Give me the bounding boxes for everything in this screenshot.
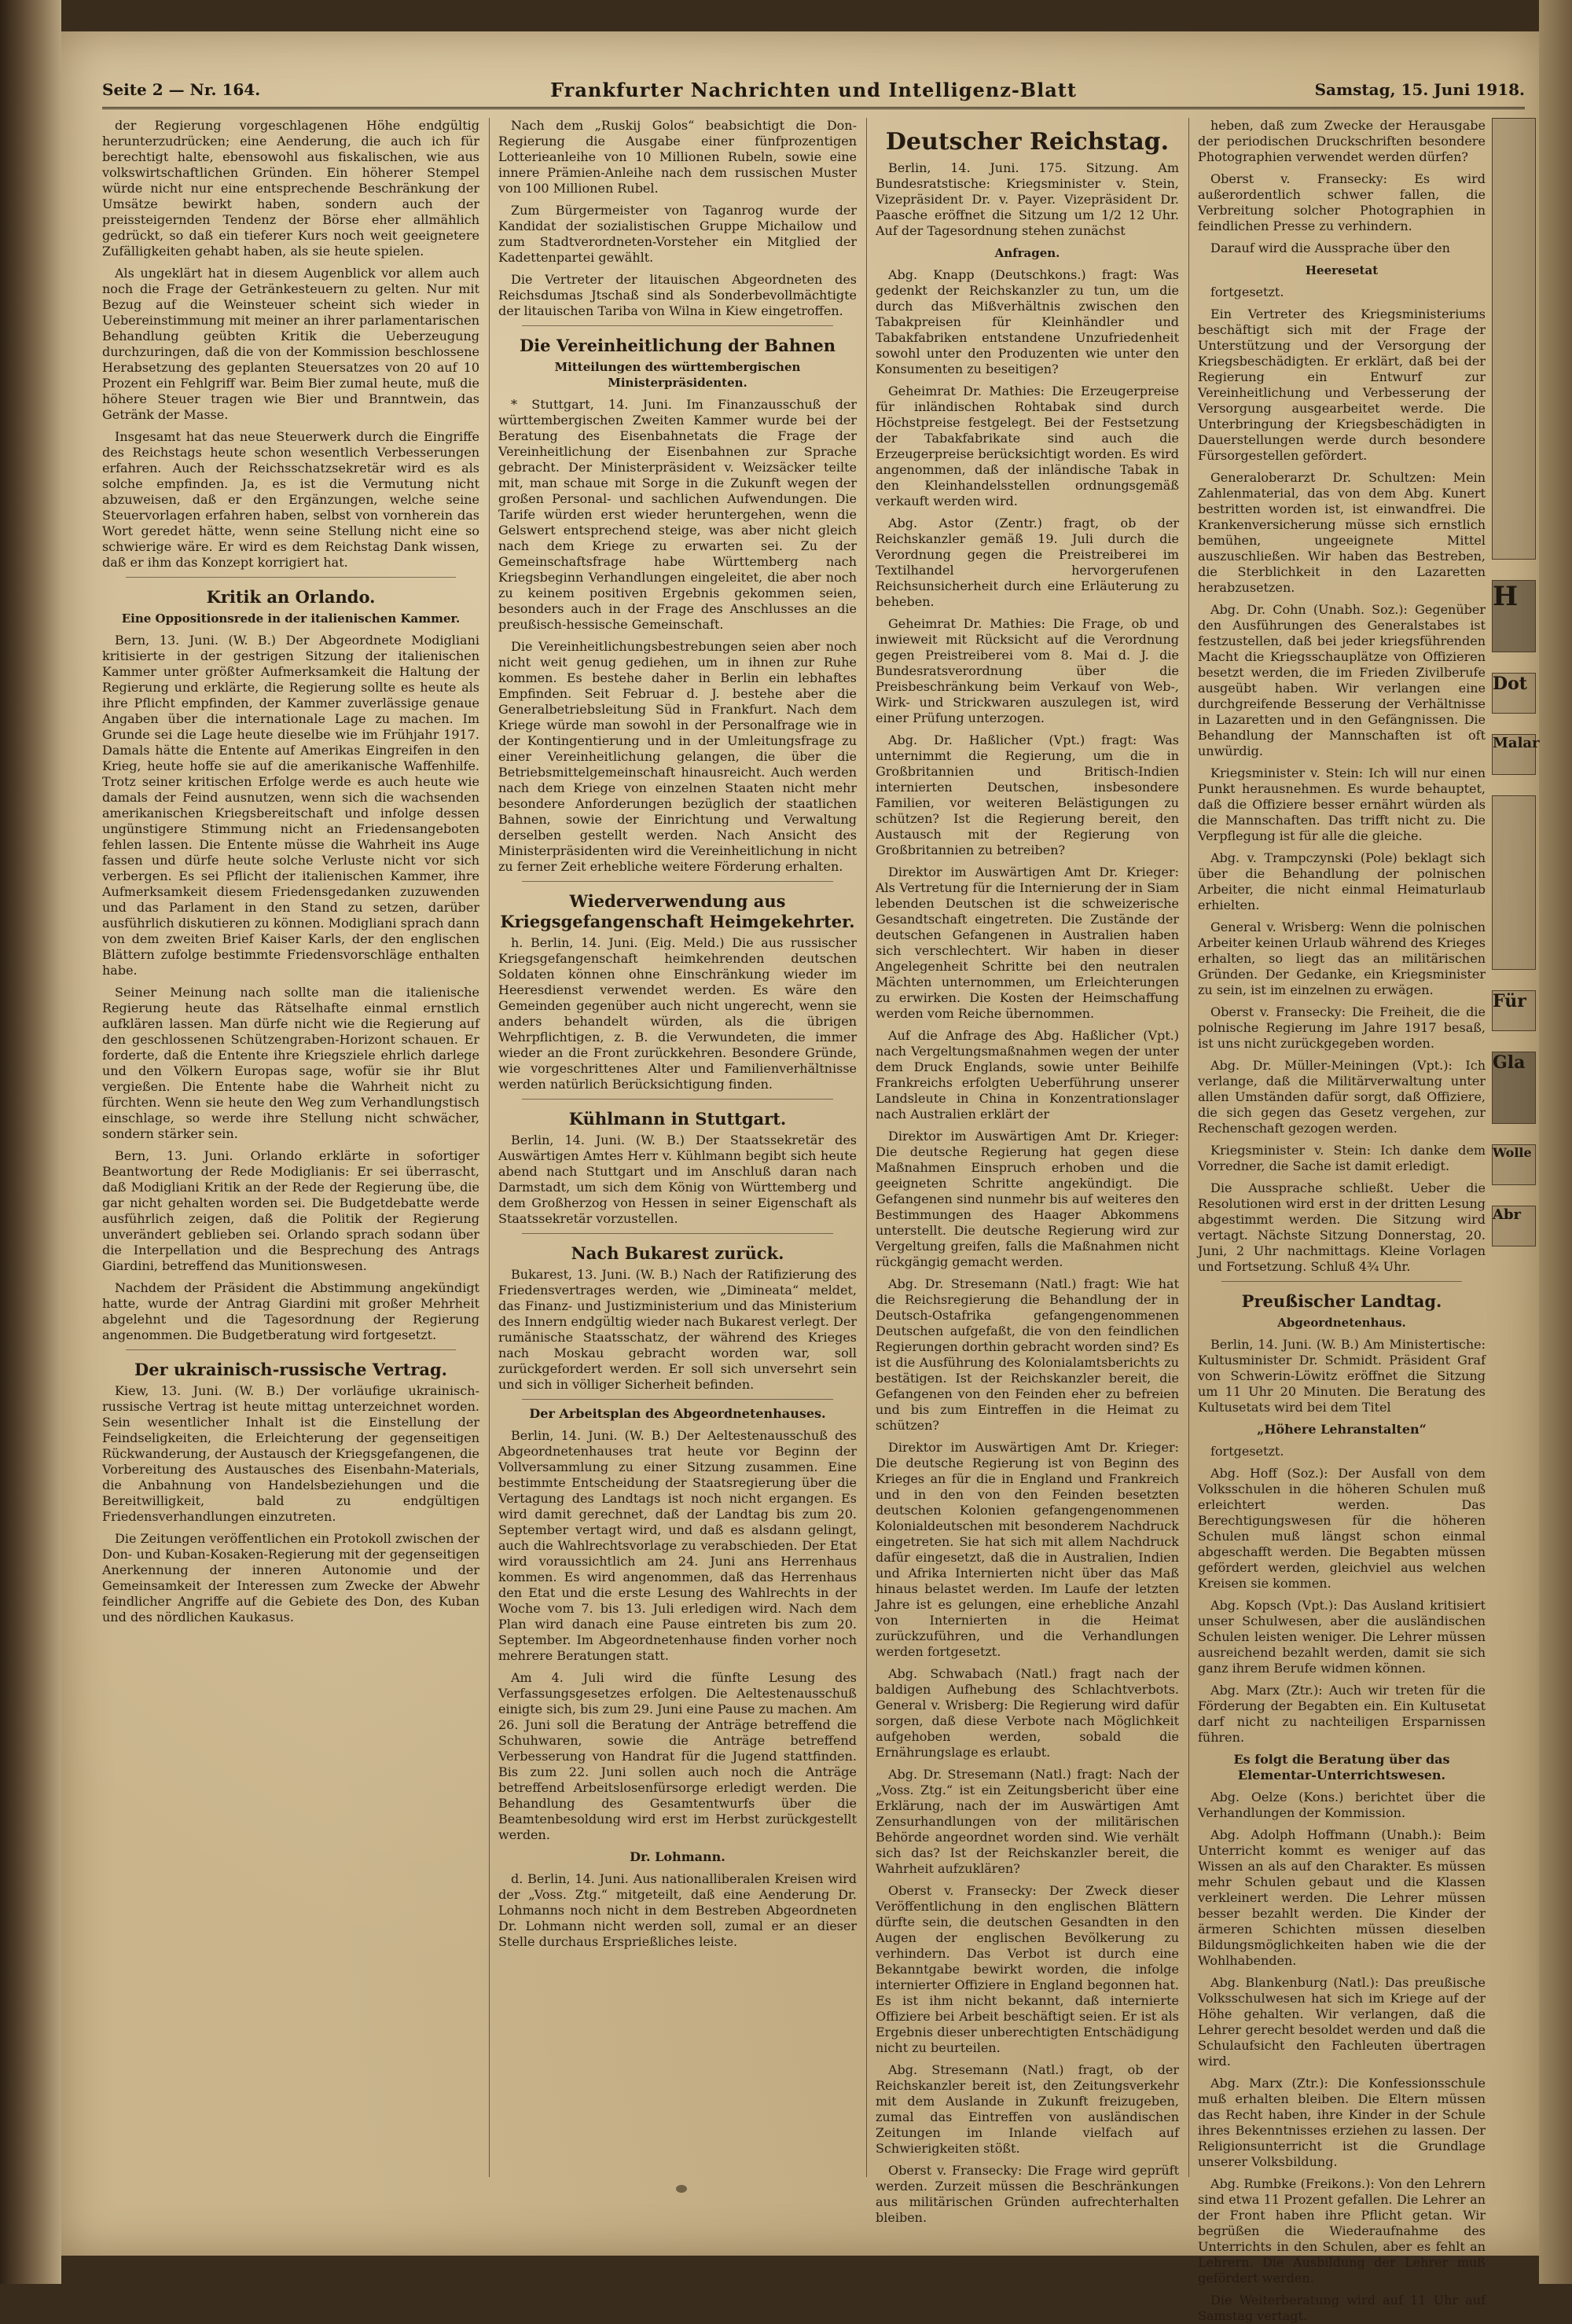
subheadline: Abgeordnetenhaus.	[1277, 1316, 1406, 1330]
paragraph: Oberst v. Fransecky: Es wird außerordentlich schwer fallen, die Verbreitung solcher Photographien in feindlichen Presse zu verhindern.	[1198, 171, 1486, 233]
paragraph: Abg. Dr. Haßlicher (Vpt.) fragt: Was unternimmt die Regierung, um die in Großbritannien und Britisch-Indien internierten Deutschen, insbesondere Familien, vor weiteren Belästigungen zu schützen? Ist die Regierung bereit, den Austausch mit der Regierung von Großbritannien zu betreiben?	[876, 732, 1179, 857]
column-3	[876, 118, 1179, 2225]
paragraph: Die Vertreter der litauischen Abgeordneten des Reichsdumas Jtschaß sind als Sonderbevollmächtigte der litauischen Tariba von Wilna in Kiew eingetroffen.	[498, 272, 857, 318]
ad-fragment: Malar	[1492, 734, 1536, 775]
column-rule	[1188, 118, 1189, 2177]
paragraph: Abg. Marx (Ztr.): Die Konfessionsschule muß erhalten bleiben. Die Eltern müssen das Recht haben, ihre Kinder in der Schule ihres Bekenntnisses erziehen zu lassen. Der Religionsunterricht ist die Grundlage unserer Volksbildung.	[1198, 2076, 1486, 2169]
ad-fragment: Dot	[1492, 673, 1536, 714]
paragraph: Bern, 13. Juni. (W. B.) Der Abgeordnete Modigliani kritisierte in der gestrigen Sitzung der italienischen Kammer unter größter Aufmerksamkeit die Haltung der Regierung und erklärte, die Regierung sollte es heute als ihre Pflicht empfinden, der Kammer zuverlässige genaue Angaben über die internationale Lage zu machen. Im Grunde sei die Lage heute dieselbe wie im Frühjahr 1917. Damals hätte die Entente auf Amerikas Eingreifen in den Krieg, heute hoffe sie auf die amerikanische Waffenhilfe. Trotz seiner kritischen Erfolge werde es auch heute wie damals der Feind ausnutzen, wenn sich die wachsenden amerikanischen Kriegsbereitschaft und infolge dessen ungünstigere Stimmung nicht an Friedensangeboten fehlen lassen. Die Entente müsse die Wahrheit ins Auge fassen und dürfe heute solche Verluste nicht vor sich verbergen. Es sei Pflicht der italienischen Kammer, ihre Aufmerksamkeit diesem Friedensgedanken zuzuwenden und das Parlament in den Stand zu setzen, darüber ausführlich diskutieren zu können. Modigliani sprach dann von dem zweiten Brief Kaiser Karls, der den englischen Blättern zufolge bestimmte Friedensvorschläge enthalten habe.	[102, 633, 479, 978]
paragraph: Seiner Meinung nach sollte man die italienische Regierung heute das Rätselhafte einmal ernstlich aufklären lassen. Man dürfe nicht wie die Regierung auf den geschlossenen Schützengraben-Horizont schauen. Er forderte, daß die Entente ihre Kriegsziele ehrlich darlege und den Völkern Europas sage, wofür sie ihr Blut vergießen. Die Entente habe die Wahrheit nicht zu fürchten. Wenn sie heute den Weg zum Verhandlungstisch einschlage, so werde ihre Stellung nicht schwächer, sondern stärker sein.	[102, 985, 479, 1141]
divider	[1221, 1281, 1462, 1282]
column-rule	[866, 118, 867, 2177]
column-4	[1198, 118, 1486, 2323]
divider	[522, 1099, 833, 1100]
section-title: Es folgt die Beratung über das Elementar-Unterrichtswesen.	[1233, 1752, 1450, 1782]
paragraph: Abg. Knapp (Deutschkons.) fragt: Was gedenkt der Reichskanzler zu tun, um die durch das Mißverhältnis zwischen den Tabakpreisen für Kleinhändler und Tabakfabriken entstandene Unzufriedenheit sowohl unter den Produzenten wie unter den Konsumenten zu beseitigen?	[876, 267, 1179, 376]
paragraph: d. Berlin, 14. Juni. Aus nationalliberalen Kreisen wird der „Voss. Ztg.“ mitgeteilt, daß eine Aenderung Dr. Lohmanns noch nicht in dem Bestreben Abgeordneten Dr. Lohmann nicht werden soll, zumal er an dieser Stelle durchaus Ersprießliches leiste.	[498, 1871, 857, 1949]
masthead	[102, 75, 1525, 109]
headline-bukarest: Nach Bukarest zurück.	[571, 1243, 784, 1263]
paragraph: Bukarest, 13. Juni. (W. B.) Nach der Ratifizierung des Friedensvertrages werden, wie „Dimineata“ meldet, das Finanz- und Justizministerium und das Ministerium des Innern endgültig wieder nach Bukarest verlegt. Der rumänische Staatsschatz, der während des Krieges nach Moskau gebracht worden war, soll zurückgefordert werden. Er soll sich unversehrt sein und sich in völliger Sicherheit befinden.	[498, 1267, 857, 1392]
paragraph: Abg. Oelze (Kons.) berichtet über die Verhandlungen der Kommission.	[1198, 1790, 1486, 1820]
paragraph: Darauf wird die Aussprache über den	[1210, 240, 1450, 255]
subheadline: Heeresetat	[1305, 263, 1379, 277]
paragraph: Generaloberarzt Dr. Schultzen: Mein Zahlenmaterial, das von dem Abg. Kunert bestritten worden ist, ist einwandfrei. Die Krankenversicherung müsse sich ernstlich bemühen, ungeeignete Mittel auszuschließen. Wir haben das Bestreben, die Sterblichkeit in den Lazaretten herabzusetzen.	[1198, 470, 1486, 595]
column-rule	[489, 118, 490, 2177]
headline-kriegsgefangene: Wiederverwendung aus Kriegsgefangenschaft Heimgekehrter.	[500, 891, 855, 931]
paragraph: Geheimrat Dr. Mathies: Die Erzeugerpreise für inländischen Rohtabak sind durch Höchstpreise festgelegt. Bei der Festsetzung der Tabakfabrikate sind auch die Erzeugerpreise berücksichtigt worden. Es wird angenommen, daß der inländische Tabak in den Kleinhandelsstellen ordnungsgemäß verkauft werden wird.	[876, 384, 1179, 508]
paragraph: Abg. Blankenburg (Natl.): Das preußische Volksschulwesen hat sich im Kriege auf der Höhe gehalten. Wir verlangen, daß die Lehrer gerecht besoldet werden und daß die Schulaufsicht den Fachleuten übertragen wird.	[1198, 1975, 1486, 2069]
section-title: „Höhere Lehranstalten“	[1257, 1422, 1427, 1437]
issue-date: Samstag, 15. Juni 1918.	[1314, 80, 1525, 99]
divider	[522, 1233, 833, 1234]
paragraph: Geheimrat Dr. Mathies: Die Frage, ob und inwieweit mit Rücksicht auf die Verordnung gegen Preistreiberei vom 8. Mai d. J. die Bundesratsverordnung über die Preisbeschränkung beim Verkauf von Web-, Wirk- und Strickwaren auszulegen ist, wird einer Prüfung unterzogen.	[876, 616, 1179, 725]
paragraph: Berlin, 14. Juni. (W. B.) Der Staatssekretär des Auswärtigen Amtes Herr v. Kühlmann begibt sich heute abend nach Stuttgart und im Anschluß daran nach Darmstadt, um sich dem König von Württemberg und dem Großherzog von Hessen in seiner Eigenschaft als Staatssekretär vorzustellen.	[498, 1133, 857, 1226]
paragraph: Insgesamt hat das neue Steuerwerk durch die Eingriffe des Reichstags heute schon wesentlich Verbesserungen erfahren. Auch der Reichsschatzsekretär wird es als solche empfinden. Ja, es ist die Vermutung nicht abzuweisen, daß er den Ergänzungen, welche seine Steuervorlagen erfahren haben, selbst von vornherein das Wort geredet hätte, wenn seine Stellung nicht eine so schwierige wäre. Er wird es dem Reichstag Dank wissen, daß er ihm das Konzept korrigiert hat.	[102, 429, 479, 570]
paragraph: Abg. Adolph Hoffmann (Unabh.): Beim Unterricht kommt es weniger auf das Wissen an als auf den Charakter. Es müssen mehr Schulen gebaut und die Klassen verkleinert werden. Die Lehrer müssen besser bezahlt werden. Die Kinder der ärmeren Schichten müssen dieselben Bildungsmöglichkeiten haben wie die der Wohlhabenden.	[1198, 1827, 1486, 1968]
divider	[522, 881, 833, 882]
paragraph: Abg. Astor (Zentr.) fragt, ob der Reichskanzler gemäß 19. Juli durch die Verordnung gegen die Preistreiberei im Textilhandel hervorgerufenen Reichsunsicherheit durch eine Erläuterung zu beheben.	[876, 516, 1179, 609]
paragraph: Abg. Dr. Stresemann (Natl.) fragt: Wie hat die Reichsregierung die Behandlung der in Deutsch-Ostafrika gefangengenommenen Deutschen aufgefaßt, die von den feindlichen Regierungen dorthin gebracht worden sind? Es ist die Ausführung des Kolonialamtsberichts zu bestätigen. Ist der Reichskanzler bereit, die Gefangenen von den Feinden eher zu befreien und bis zum Eintreffen in die Heimat zu schützen?	[876, 1276, 1179, 1433]
paragraph: Kriegsminister v. Stein: Ich will nur einen Punkt herausnehmen. Es wurde behauptet, daß die Offiziere besser ernährt würden als die Mannschaften. Das trifft nicht zu. Die Verpflegung ist für alle die gleiche.	[1198, 765, 1486, 843]
paragraph: Berlin, 14. Juni. 175. Sitzung. Am Bundesratstische: Kriegsminister v. Stein, Vizepräsident Dr. v. Payer. Vizepräsident Dr. Paasche eröffnet die Sitzung um 1/2 12 Uhr. Auf der Tagesordnung stehen zunächst	[876, 160, 1179, 238]
headline-orlando: Kritik an Orlando.	[206, 587, 376, 607]
subheadline: Anfragen.	[994, 246, 1060, 260]
divider	[522, 325, 833, 326]
paragraph: Abg. Schwabach (Natl.) fragt nach der baldigen Aufhebung des Schlachtverbots. General v. Wrisberg: Die Regierung wird dafür sorgen, daß diese Verbote nach Möglichkeit aufgehoben werden, sobald die Ernährungslage es erlaubt.	[876, 1666, 1179, 1760]
paragraph: Oberst v. Fransecky: Die Freiheit, die die polnische Regierung im Jahre 1917 besaß, ist uns nicht zurückgegeben worden.	[1198, 1004, 1486, 1051]
subheadline: Mitteilungen des württembergischen Ministerpräsidenten.	[554, 360, 801, 390]
paragraph: Ein Vertreter des Kriegsministeriums beschäftigt sich mit der Frage der Unterstützung und der Versorgung der Kriegsbeschädigten. Er erklärt, daß bei der Regierung ein Entwurf zur Vereinheitlichung und Verbesserung der Versorgung ausgearbeitet werde. Die Unterbringung der Kriegsbeschädigten in Dauerstellungen werde durch besondere Fürsorgestellen gefördert.	[1198, 307, 1486, 463]
headline-ukraine: Der ukrainisch-russische Vertrag.	[134, 1360, 447, 1379]
paragraph: h. Berlin, 14. Juni. (Eig. Meld.) Die aus russischer Kriegsgefangenschaft heimkehrenden deutschen Soldaten können ohne Einschränkung wieder im Heeresdienst verwendet werden. Es wäre den Gemeinden gegenüber auch nicht ungerecht, wenn sie anders behandelt würden, als die übrigen Wehrpflichtigen, z. B. die Verwundeten, die immer wieder an die Front zurückkehren. Besondere Gründe, wie vorgeschrittenes Alter und Familienverhältnisse werden natürlich Berücksichtigung finden.	[498, 935, 857, 1092]
book-binding	[0, 0, 61, 2284]
ad-fragment: Für	[1492, 990, 1536, 1031]
paragraph: Oberst v. Fransecky: Die Frage wird geprüft werden. Zurzeit müssen die Beschränkungen aus militärischen Gründen aufrechterhalten bleiben.	[876, 2163, 1179, 2225]
paragraph: fortgesetzt.	[1210, 1444, 1284, 1459]
paper-name: Frankfurter Nachrichten und Intelligenz-Blatt	[550, 79, 1077, 101]
paragraph: heben, daß zum Zwecke der Herausgabe der periodischen Druckschriften besondere Photographien verwendet werden dürfen?	[1198, 118, 1486, 164]
paragraph: General v. Wrisberg: Wenn die polnischen Arbeiter keinen Urlaub während des Krieges erhalten, so liegt das an militärischen Gründen. Der Gedanke, ein Kriegsminister zu sein, ist im einzelnen zu erwägen.	[1198, 920, 1486, 997]
headline-bahnen: Die Vereinheitlichung der Bahnen	[519, 336, 836, 355]
divider	[126, 1349, 456, 1350]
paragraph: Abg. Dr. Stresemann (Natl.) fragt: Nach der „Voss. Ztg.“ ist ein Zeitungsbericht über eine Erklärung, nach der im Auswärtigen Amt Zensurhandlungen von der militärischen Behörde angeordnet worden sind. Wie verhält sich das? Ist der Reichskanzler bereit, die Wahrheit aufzuklären?	[876, 1767, 1179, 1876]
divider	[522, 1399, 833, 1400]
ink-smudge	[676, 2185, 687, 2193]
paragraph: Auf die Anfrage des Abg. Haßlicher (Vpt.) nach Vergeltungsmaßnahmen wegen der unter dem Druck Englands, sowie unter Beihilfe Frankreichs erfolgten Ueberführung unserer Landsleute in China in Konzentrationslager nach Australien erklärt der	[876, 1028, 1179, 1122]
paragraph: Die Aussprache schließt. Ueber die Resolutionen wird erst in der dritten Lesung abgestimmt werden. Die Sitzung wird vertagt. Nächste Sitzung Donnerstag, 20. Juni, 2 Uhr nachmittags. Kleine Vorlagen und Fortsetzung. Schluß 4¾ Uhr.	[1198, 1180, 1486, 1274]
paragraph: Die Vereinheitlichungsbestrebungen seien aber noch nicht weit genug gediehen, um in ihnen zur Ruhe kommen. Es bestehe daher in Berlin ein lebhaftes Empfinden. Seit Februar d. J. bestehe aber die Generalbetriebsleitung Süd in Frankfurt. Nach dem Kriege würde man sowohl in der Personalfrage wie in der Kontingentierung und in der Umleitungsfrage zu einer Vereinheitlichung gelangen, die über die Betriebsmittelgemeinschaft hinausreicht. Auch werden nach dem Kriege von einzelnen Staaten nicht mehr besondere Anforderungen bezüglich der staatlichen Bahnen, sowie der Einrichtung und Verwaltung derselben gestellt werden. Nach Ansicht des Ministerpräsidenten wird die Vereinheitlichung in nicht zu ferner Zeit erhebliche weitere Förderung erhalten.	[498, 639, 857, 874]
page-edge	[1539, 0, 1572, 2284]
subheadline: Eine Oppositionsrede in der italienischen Kammer.	[121, 611, 461, 626]
paragraph: Nachdem der Präsident die Abstimmung angekündigt hatte, wurde der Antrag Giardini mit großer Mehrheit abgelehnt und die Tagesordnung der Regierung angenommen. Die Budgetberatung wird fortgesetzt.	[102, 1280, 479, 1342]
byline-heading: Dr. Lohmann.	[630, 1849, 725, 1864]
paragraph: der Regierung vorgeschlagenen Höhe endgültig herunterzudrücken; eine Aenderung, die auch ich für berechtigt halte, ebensowohl aus fiskalischen, wie aus volkswirtschaftlichen Gründen. Ein höherer Stempel würde nicht nur eine entsprechende Beschränkung der Umsätze bewirkt haben, sondern auch der preissteigernden Tendenz der Börse eher allmählich gedrückt, so daß ein tieferer Kurs noch weit geeignetere Zufälligkeiten gehabt haben, als sie heute spielen.	[102, 118, 479, 259]
paragraph: Direktor im Auswärtigen Amt Dr. Krieger: Die deutsche Regierung ist von Beginn des Krieges an für die in England und Frankreich und in den von den Feinden besetzten deutschen Kolonien gefangengenommenen Kolonialdeutschen mit besonderem Nachdruck eingetreten. Sie hat sich mit allem Nachdruck dafür eingesetzt, daß die in Australien, Indien und Afrika Internierten nicht über das Maß hinaus belastet werden. Im Laufe der letzten Jahre ist es gelungen, eine erhebliche Anzahl von Internierten in die Heimat zurückzuführen, und die Verhandlungen werden fortgesetzt.	[876, 1440, 1179, 1659]
paragraph: Abg. Marx (Ztr.): Auch wir treten für die Förderung der Begabten ein. Ein Kultusetat darf nicht zu nachteiligen Ersparnissen führen.	[1198, 1683, 1486, 1745]
paragraph: Oberst v. Fransecky: Der Zweck dieser Veröffentlichung in den englischen Blättern dürfte sein, die deutschen Gesandten in den Augen der englischen Bevölkerung zu verhindern. Das Verbot ist durch eine Bekanntgabe bewirkt worden, die infolge internierter Offiziere in England begonnen hat. Es ist ihm nicht bekannt, daß internierte Offiziere bei Arbeit beschäftigt seien. Er ist als Ergebnis dieser unberechtigten Entschädigung nicht zu beurteilen.	[876, 1883, 1179, 2055]
headline-landtag: Preußischer Landtag.	[1241, 1291, 1442, 1311]
ad-fragment: Wolle	[1492, 1144, 1536, 1185]
ad-fragment: Abr	[1492, 1206, 1536, 1246]
divider	[126, 577, 456, 578]
ad-fragment	[1492, 118, 1536, 560]
paragraph: * Stuttgart, 14. Juni. Im Finanzausschuß der württembergischen Zweiten Kammer wurde bei der Beratung des Eisenbahnetats die Frage der Vereinheitlichung der Eisenbahnen zur Sprache gebracht. Der Ministerpräsident v. Weizsäcker teilte mit, man schaue mit Sorge in die Zukunft wegen der großen Personal- und sachlichen Aufwendungen. Die Tarife würden erst wieder heruntergehen, wenn die Gelswert entsprechend steige, was aber nicht gleich nach dem Kriege zu erwarten sei. Zu der Gemeinschaftsfrage habe Württemberg nach Kriegsbeginn Verhandlungen eingeleitet, die aber noch zu keinem positiven Ergebnis gekommen seien, besonders auch in der Frage des Anschlusses an die preußisch-hessische Gemeinschaft.	[498, 397, 857, 632]
paragraph: Als ungeklärt hat in diesem Augenblick vor allem auch noch die Frage der Getränkesteuern zu gelten. Nur mit Bezug auf die Weinsteuer scheint sich wieder in Uebereinstimmung mit meiner an ihrer parlamentarischen Behandlung geübten Kritik die Ueberzeugung durchzuringen, daß die von der Kommission beschlossene Herabsetzung des geplanten Steuersatzes von 20 auf 10 Prozent ein Fehlgriff war. Beim Bier zumal heute, muß die höhere Steuer tragen wie Bier und Branntwein, das Getränk der Masse.	[102, 266, 479, 422]
paragraph: Die Weiterberatung wird auf 11 Uhr auf Samstag vertagt.	[1198, 2293, 1486, 2323]
paragraph: Abg. Hoff (Soz.): Der Ausfall von dem Volksschulen in die höheren Schulen muß erleichtert werden. Das Berechtigungswesen für die höheren Schulen muß längst schon einmal abgeschafft werden. Die Begabten müssen gefördert werden, gleichviel aus welchen Kreisen sie kommen.	[1198, 1466, 1486, 1591]
paragraph: Bern, 13. Juni. Orlando erklärte in sofortiger Beantwortung der Rede Modiglianis: Er sei überrascht, daß Modigliani Kritik an der Rede der Regierung übe, die gar nicht gehalten worden sei. Die Budgetdebatte werde ausführlich zeigen, daß die Politik der Regierung unverändert geblieben sei. Orlando sprach sodann über die Interpellation und die Besprechung des Antrags Giardini, betreffend das Munitionswesen.	[102, 1148, 479, 1273]
headline-kuehlmann: Kühlmann in Stuttgart.	[568, 1109, 787, 1129]
paragraph: fortgesetzt.	[1210, 285, 1284, 299]
headline-arbeitsplan: Der Arbeitsplan des Abgeordnetenhauses.	[529, 1406, 826, 1421]
ad-fragment: H	[1492, 580, 1536, 652]
paragraph: Direktor im Auswärtigen Amt Dr. Krieger: Die deutsche Regierung hat gegen diese Maßnahmen Einspruch erhoben und die geeigneten Schritte angekündigt. Die Gefangenen sind nunmehr bis auf weiteres den Bestimmungen des Haager Abkommens unterstellt. Die deutsche Regierung wird zur Vergeltung greifen, falls die Maßnahmen nicht rückgängig gemacht werden.	[876, 1129, 1179, 1269]
ad-fragment	[1492, 795, 1536, 970]
paragraph: Kriegsminister v. Stein: Ich danke dem Vorredner, die Sache ist damit erledigt.	[1198, 1143, 1486, 1173]
column-1	[102, 118, 479, 2177]
headline-reichstag: Deutscher Reichstag.	[885, 128, 1170, 156]
paragraph: Abg. Stresemann (Natl.) fragt, ob der Reichskanzler bereit ist, den Zeitungsverkehr mit dem Auslande in Zukunft freizugeben, zumal das Eintreffen von ausländischen Zeitungen im Inlande vielfach auf Schwierigkeiten stößt.	[876, 2062, 1179, 2156]
page-label: Seite 2 — Nr. 164.	[102, 80, 261, 99]
paragraph: Abg. Dr. Cohn (Unabh. Soz.): Gegenüber den Ausführungen des Generalstabes ist festzustellen, daß bei jeder kriegsführenden Macht die Kriegsschauplätze von Offizieren besetzt werden, die im Frieden Zivilberufe ausgeübt haben. Wir verlangen eine durchgreifende Besserung der Verhältnisse in Lazaretten und in den Gefängnissen. Die Behandlung der Mannschaften ist oft unwürdig.	[1198, 602, 1486, 758]
paragraph: Kiew, 13. Juni. (W. B.) Der vorläufige ukrainisch-russische Vertrag ist heute mittag unterzeichnet worden. Sein wesentlicher Inhalt ist die Einstellung der Feindseligkeiten, die Erleichterung der gegenseitigen Rückwanderung, der Austausch der Kriegsgefangenen, die Vorbereitung des Austausches des Eisenbahn-Materials, die Anbahnung von Handelsbeziehungen und die Bereitwilligkeit, bald zu endgültigen Friedensverhandlungen einzutreten.	[102, 1383, 479, 1524]
paragraph: Abg. Kopsch (Vpt.): Das Ausland kritisiert unser Schulwesen, aber die ausländischen Schulen leisten weniger. Die Lehrer müssen ausreichend bezahlt werden, damit sie sich ganz ihrem Berufe widmen können.	[1198, 1598, 1486, 1676]
paragraph: Berlin, 14. Juni. (W. B.) Am Ministertische: Kultusminister Dr. Schmidt. Präsident Graf von Schwerin-Löwitz eröffnet die Sitzung um 11 Uhr 20 Minuten. Die Beratung des Kultusetats wird bei dem Titel	[1198, 1337, 1486, 1415]
paragraph: Abg. v. Trampczynski (Pole) beklagt sich über die Behandlung der polnischen Arbeiter, die nicht einmal Heimaturlaub erhielten.	[1198, 850, 1486, 912]
paragraph: Abg. Dr. Müller-Meiningen (Vpt.): Ich verlange, daß die Militärverwaltung unter allen Umständen dafür sorgt, daß Offiziere, die sich gegen das Gesetz vergehen, zur Rechenschaft gezogen werden.	[1198, 1058, 1486, 1136]
advertisement-strip	[1492, 118, 1540, 2177]
paragraph: Direktor im Auswärtigen Amt Dr. Krieger: Als Vertretung für die Internierung der in Siam lebenden Deutschen ist die schweizerische Gesandtschaft eingetreten. Die Zustände der deutschen Gefangenen in Australien haben sich verschlechtert. Wir haben in dieser Angelegenheit Schritte bei den neutralen Mächten unternommen, um Erleichterungen zu erwirken. Die Kosten der Heimschaffung werden vom Reiche übernommen.	[876, 865, 1179, 1021]
ad-fragment: Gla	[1492, 1052, 1536, 1124]
column-2	[498, 118, 857, 2177]
paragraph: Abg. Rumbke (Freikons.): Von den Lehrern sind etwa 11 Prozent gefallen. Die Lehrer an der Front haben ihre Pflicht getan. Wir begrüßen die Wiederaufnahme des Unterrichts in den Schulen, aber es fehlt an Lehrern. Die Ausbildung der Lehrer muß gefördert werden.	[1198, 2176, 1486, 2285]
paragraph: Nach dem „Ruskij Golos“ beabsichtigt die Don-Regierung die Ausgabe einer fünfprozentigen Lotterieanleihe von 10 Millionen Rubeln, sowie eine innere Prämien-Anleihe nach dem russischen Muster von 100 Millionen Rubel.	[498, 118, 857, 196]
paragraph: Berlin, 14. Juni. (W. B.) Der Aeltestenausschuß des Abgeordnetenhauses trat heute vor Beginn der Vollversammlung zu einer Sitzung zusammen. Eine bestimmte Entscheidung der Staatsregierung über die Vertagung des Landtags ist noch nicht ergangen. Es wird damit gerechnet, daß der Landtag bis zum 20. September vertagt wird, und daß es alsdann gelingt, auch die Wahlrechtsvorlage zu verabschieden. Der Etat wird voraussichtlich am 24. Juni ans Herrenhaus kommen. Es wird angenommen, daß das Herrenhaus den Etat und die erste Lesung des Wahlrechts in der Woche vom 7. bis 13. Juli erledigen wird. Nach dem Plan wird danach eine Pause eintreten bis zum 20. September. Im Abgeordnetenhause finden vorher noch mehrere Beratungen statt.	[498, 1428, 857, 1663]
paragraph: Am 4. Juli wird die fünfte Lesung des Verfassungsgesetzes erfolgen. Die Aeltestenausschuß einigte sich, bis zum 29. Juni eine Pause zu machen. Am 26. Juni soll die Beratung der Anträge betreffend die Schuhwaren, sowie die Anträge betreffend Verbesserung von Handrat für die Jugend stattfinden. Bis zum 22. Juni sollen auch noch die Anträge betreffend Arbeitslosenfürsorge erledigt werden. Die Behandlung des Gesamtentwurfs über die Beamtenbesoldung wird erst im Herbst zurückgestellt werden.	[498, 1670, 857, 1842]
paragraph: Die Zeitungen veröffentlichen ein Protokoll zwischen der Don- und Kuban-Kosaken-Regierung mit der gegenseitigen Anerkennung der inneren Autonomie und der Gemeinsamkeit der Interessen zum Zwecke der Abwehr feindlicher Angriffe auf die Gebiete des Don, des Kuban und des nördlichen Kaukasus.	[102, 1531, 479, 1625]
paragraph: Zum Bürgermeister von Taganrog wurde der Kandidat der sozialistischen Gruppe Michailow und zum Stadtverordneten-Vorsteher ein Mitglied der Kadettenpartei gewählt.	[498, 203, 857, 265]
